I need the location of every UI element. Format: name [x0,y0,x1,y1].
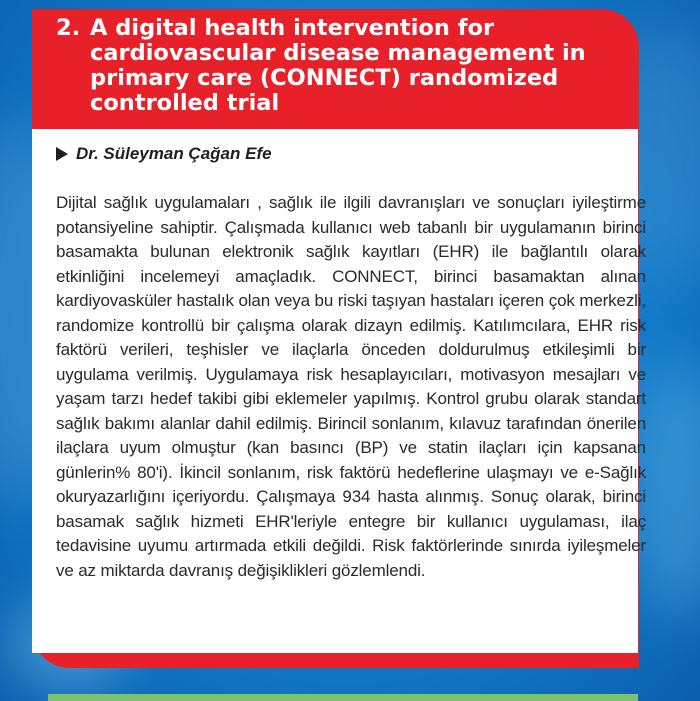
section-number: 2. [56,15,81,41]
section-title [56,16,626,116]
author-name: Dr. Süleyman Çağan Efe [76,144,272,163]
next-section-edge [48,694,638,701]
content-panel [32,129,646,653]
triangle-right-icon [56,147,68,161]
section-title-text: A digital health intervention for cardiovascular disease management in primary care (CONNECT) randomized controlled trial [90,15,586,116]
abstract-text: Dijital sağlık uygulamaları , sağlık ile ilgili davranışları ve sonuçları iyileştirme potansiyeline sahiptir. Çalışmada kullanıcı web tabanlı bir uygulamanın birinci basamakta bulunan elektronik sağlık kayıtları (EHR) ile bağlantılı olarak etkinliğini incelemeyi amaçladık. CONNECT, birinci basamaktan alınan kardiyovasküler hastalık olan veya bu riski taşıyan hastaları içeren çok merkezli, randomize kontrollü bir çalışma olarak dizayn edilmiş. Katılımcılara, EHR risk faktörü verileri, teşhisler ve ilaçlarla önceden doldurulmuş etkileşimli bir uygulama verilmiş. Uygulamaya risk hesaplayıcıları, motivasyon mesajları ve yaşam tarzı hedef takibi gibi eklemeler yapılmış. Kontrol grubu olarak standart sağlık bakımı alanlar dahil edilmiş. Birincil sonlanım, kılavuz tarafından önerilen ilaçlara uyum olmuştur (kan basıncı (BP) ve statin ilaçları için kapsanan günlerin% 80'i). İkincil sonlanım, risk faktörü hedeflerine ulaşmayı ve e-Sağlık okuryazarlığını içeriyordu. Çalışmaya 934 hasta alınmış. Sonuç olarak, birinci basamak sağlık hizmeti EHR'leriyle entegre bir kullanıcı uygulaması, ilaç tedavisine uyumu artırmada etkili değildi. Risk faktörlerinde sınırda iyileşmeler ve az miktarda davranış değişiklikleri gözlemlendi. [56,193,646,580]
author-line [56,144,272,164]
